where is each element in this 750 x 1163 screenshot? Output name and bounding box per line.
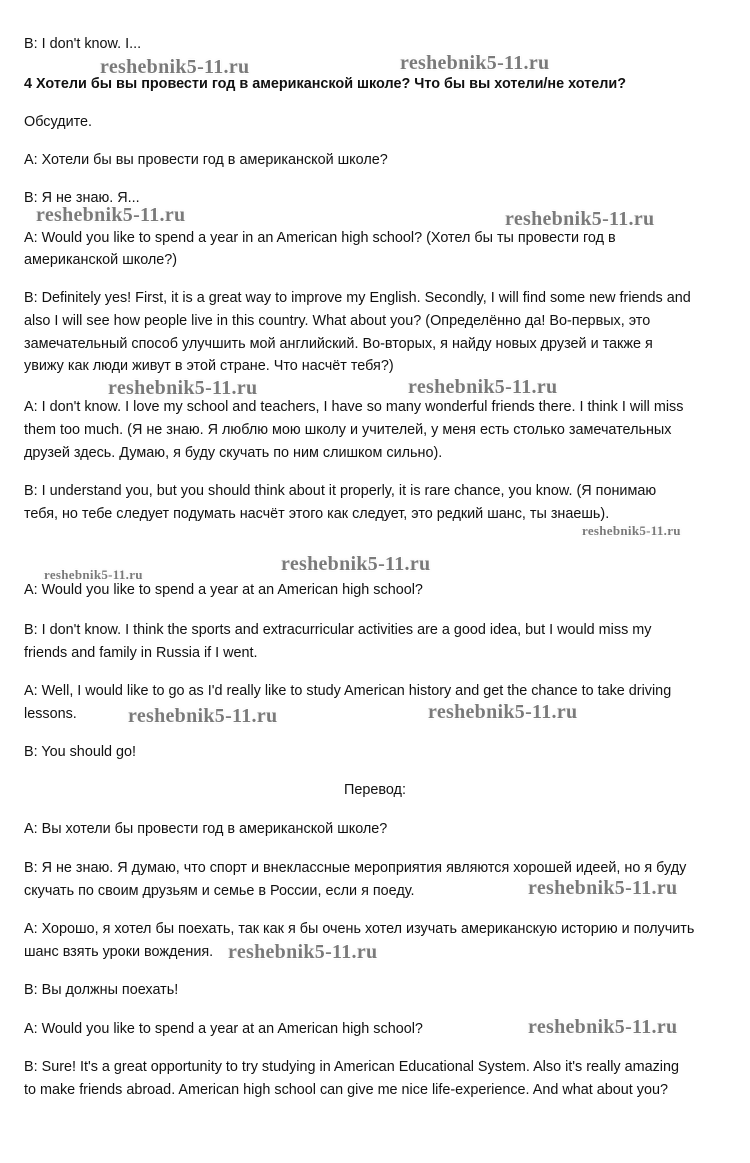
dialogue-line: скучать по своим друзьям и семье в России, если я поеду. [24, 883, 415, 899]
dialogue-line: B: I understand you, but you should think about it properly, it is rare chance, you know. (Я понимаю [24, 483, 657, 499]
instruction-text: Обсудите. [24, 114, 93, 130]
dialogue-line: A: Вы хотели бы провести год в американской школе? [24, 821, 388, 837]
dialogue-line: A: Would you like to spend a year at an American high school? [24, 1021, 423, 1037]
dialogue-line: B: I don't know. I think the sports and extracurricular activities are a good idea, but I would miss my [24, 622, 652, 638]
dialogue-line: друзей здесь. Думаю, я буду скучать по ним слишком сильно). [24, 445, 443, 461]
dialogue-line: B: Вы должны поехать! [24, 982, 179, 998]
dialogue-line: шанс взять уроки вождения. [24, 944, 214, 960]
dialogue-line: A: Хотели бы вы провести год в американской школе? [24, 152, 388, 168]
dialogue-line: B: I don't know. I... [24, 36, 142, 52]
watermark: reshebnik5-11.ru [128, 705, 278, 727]
dialogue-line: B: Я не знаю. Я... [24, 190, 140, 206]
watermark: reshebnik5-11.ru [100, 56, 250, 78]
dialogue-line: lessons. [24, 706, 77, 722]
watermark: reshebnik5-11.ru [505, 208, 655, 230]
dialogue-line: увижу как люди живут в этой стране. Что насчёт тебя?) [24, 358, 394, 374]
dialogue-line: A: I don't know. I love my school and teachers, I have so many wonderful friends there. I think I will miss [24, 399, 684, 415]
watermark: reshebnik5-11.ru [400, 52, 550, 74]
dialogue-line: A: Would you like to spend a year at an American high school? [24, 582, 423, 598]
watermark: reshebnik5-11.ru [281, 553, 431, 575]
watermark: reshebnik5-11.ru [108, 377, 258, 399]
dialogue-line: them too much. (Я не знаю. Я люблю мою школу и учителей, у меня есть столько замечательных [24, 422, 672, 438]
dialogue-line: B: You should go! [24, 744, 137, 760]
watermark: reshebnik5-11.ru [408, 376, 558, 398]
dialogue-line: also I will see how people live in this country. What about you? (Определённо да! Во-первых, это [24, 313, 651, 329]
dialogue-line: B: Я не знаю. Я думаю, что спорт и внеклассные мероприятия являются хорошей идеей, но я буду [24, 860, 687, 876]
watermark: reshebnik5-11.ru [528, 1016, 678, 1038]
watermark: reshebnik5-11.ru [44, 567, 143, 582]
dialogue-line: A: Хорошо, я хотел бы поехать, так как я бы очень хотел изучать американскую историю и получить [24, 921, 695, 937]
watermark: reshebnik5-11.ru [528, 877, 678, 899]
exercise-heading: 4 Хотели бы вы провести год в американской школе? Что бы вы хотели/не хотели? [24, 76, 627, 92]
dialogue-line: замечательный способ улучшить мой английский. Во-вторых, я найду новых друзей и также я [24, 336, 653, 352]
watermark: reshebnik5-11.ru [36, 204, 186, 226]
dialogue-line: A: Would you like to spend a year in an American high school? (Хотел бы ты провести год в [24, 230, 616, 246]
dialogue-line: тебя, но тебе следует подумать насчёт этого как следует, это редкий шанс, ты знаешь). [24, 506, 610, 522]
dialogue-line: friends and family in Russia if I went. [24, 645, 258, 661]
watermark: reshebnik5-11.ru [428, 701, 578, 723]
dialogue-line: B: Sure! It's a great opportunity to try studying in American Educational System. Also it's really amazing [24, 1059, 679, 1075]
dialogue-line: американской школе?) [24, 252, 178, 268]
translation-heading: Перевод: [344, 782, 406, 798]
watermark: reshebnik5-11.ru [228, 941, 378, 963]
watermark: reshebnik5-11.ru [582, 523, 681, 538]
dialogue-line: A: Well, I would like to go as I'd really like to study American history and get the chance to take driving [24, 683, 672, 699]
dialogue-line: B: Definitely yes! First, it is a great way to improve my English. Secondly, I will find some new friends and [24, 290, 691, 306]
dialogue-line: to make friends abroad. American high school can give me nice life-experience. And what about you? [24, 1082, 668, 1098]
